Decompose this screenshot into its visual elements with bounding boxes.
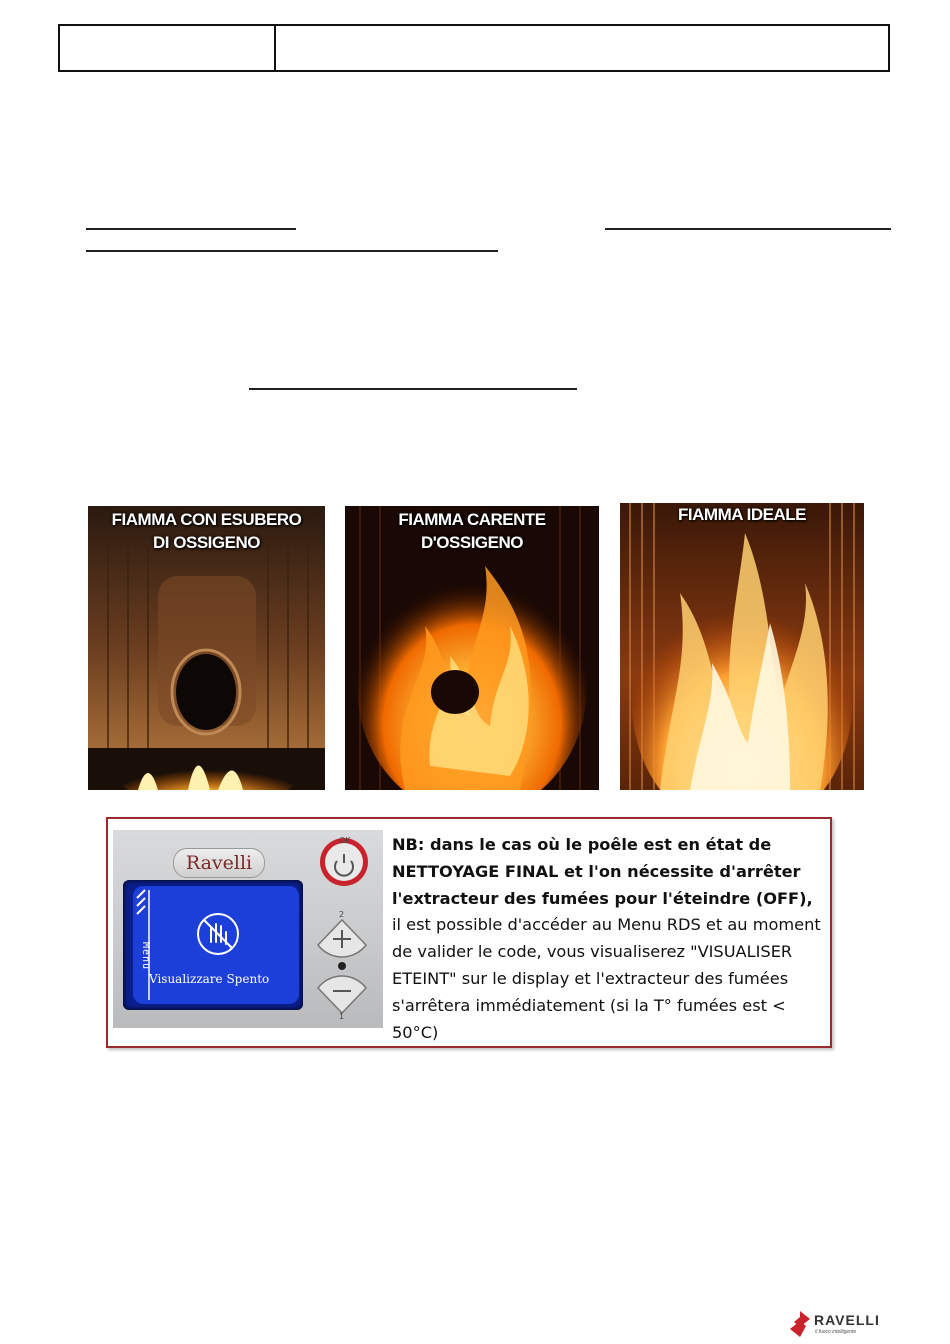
flame-caption: FIAMMA CARENTE D'OSSIGENO xyxy=(398,510,546,552)
display-graphics xyxy=(133,886,299,1004)
brand-badge: Ravelli xyxy=(173,848,265,878)
underline-rule xyxy=(86,228,296,230)
flame-photo-3-image xyxy=(620,503,864,790)
flame-photo-oxygen-deficient xyxy=(345,506,599,790)
header-table xyxy=(58,24,890,72)
underline-rule xyxy=(249,388,577,390)
note-text-normal: il est possible d'accéder au Menu RDS et au moment de valider le code, vous visualiserez "VISUALISER ETEINT" sur le display et l'extracteur des fumées s'arrêtera immédiatement (si la T° fumées est < 50°C) xyxy=(392,915,821,1042)
ok-label: OK xyxy=(339,836,351,845)
plus-number: 2 xyxy=(339,910,345,919)
device-buttons xyxy=(308,830,383,1028)
flame-caption: FIAMMA IDEALE xyxy=(678,505,806,524)
note-text-bold: NB: dans le cas où le poêle est en état de NETTOYAGE FINAL et l'on nécessite d'arrêter l'extracteur des fumées pour l'éteindre (OFF), xyxy=(392,835,813,908)
menu-label: Menu xyxy=(140,942,151,971)
minus-number: 1 xyxy=(339,1012,345,1021)
display-inner xyxy=(133,886,299,1004)
underline-rule xyxy=(86,250,498,252)
flame-caption: FIAMMA CON ESUBERO DI OSSIGENO xyxy=(111,510,302,552)
footer-tagline: il fuoco intelligente xyxy=(815,1329,857,1335)
flame-photo-ideal xyxy=(620,503,864,790)
display-status-text: Visualizzare Spento xyxy=(149,972,270,986)
flame-photo-oxygen-excess xyxy=(88,506,325,790)
minus-icon xyxy=(318,976,366,1013)
underline-rule xyxy=(605,228,891,230)
ravelli-logo-icon xyxy=(790,1311,810,1337)
note-text xyxy=(392,832,824,1046)
control-panel-photo xyxy=(113,830,383,1028)
header-table-divider xyxy=(274,24,276,72)
display-screen xyxy=(123,880,303,1010)
footer-brand: RAVELLI xyxy=(814,1312,880,1328)
